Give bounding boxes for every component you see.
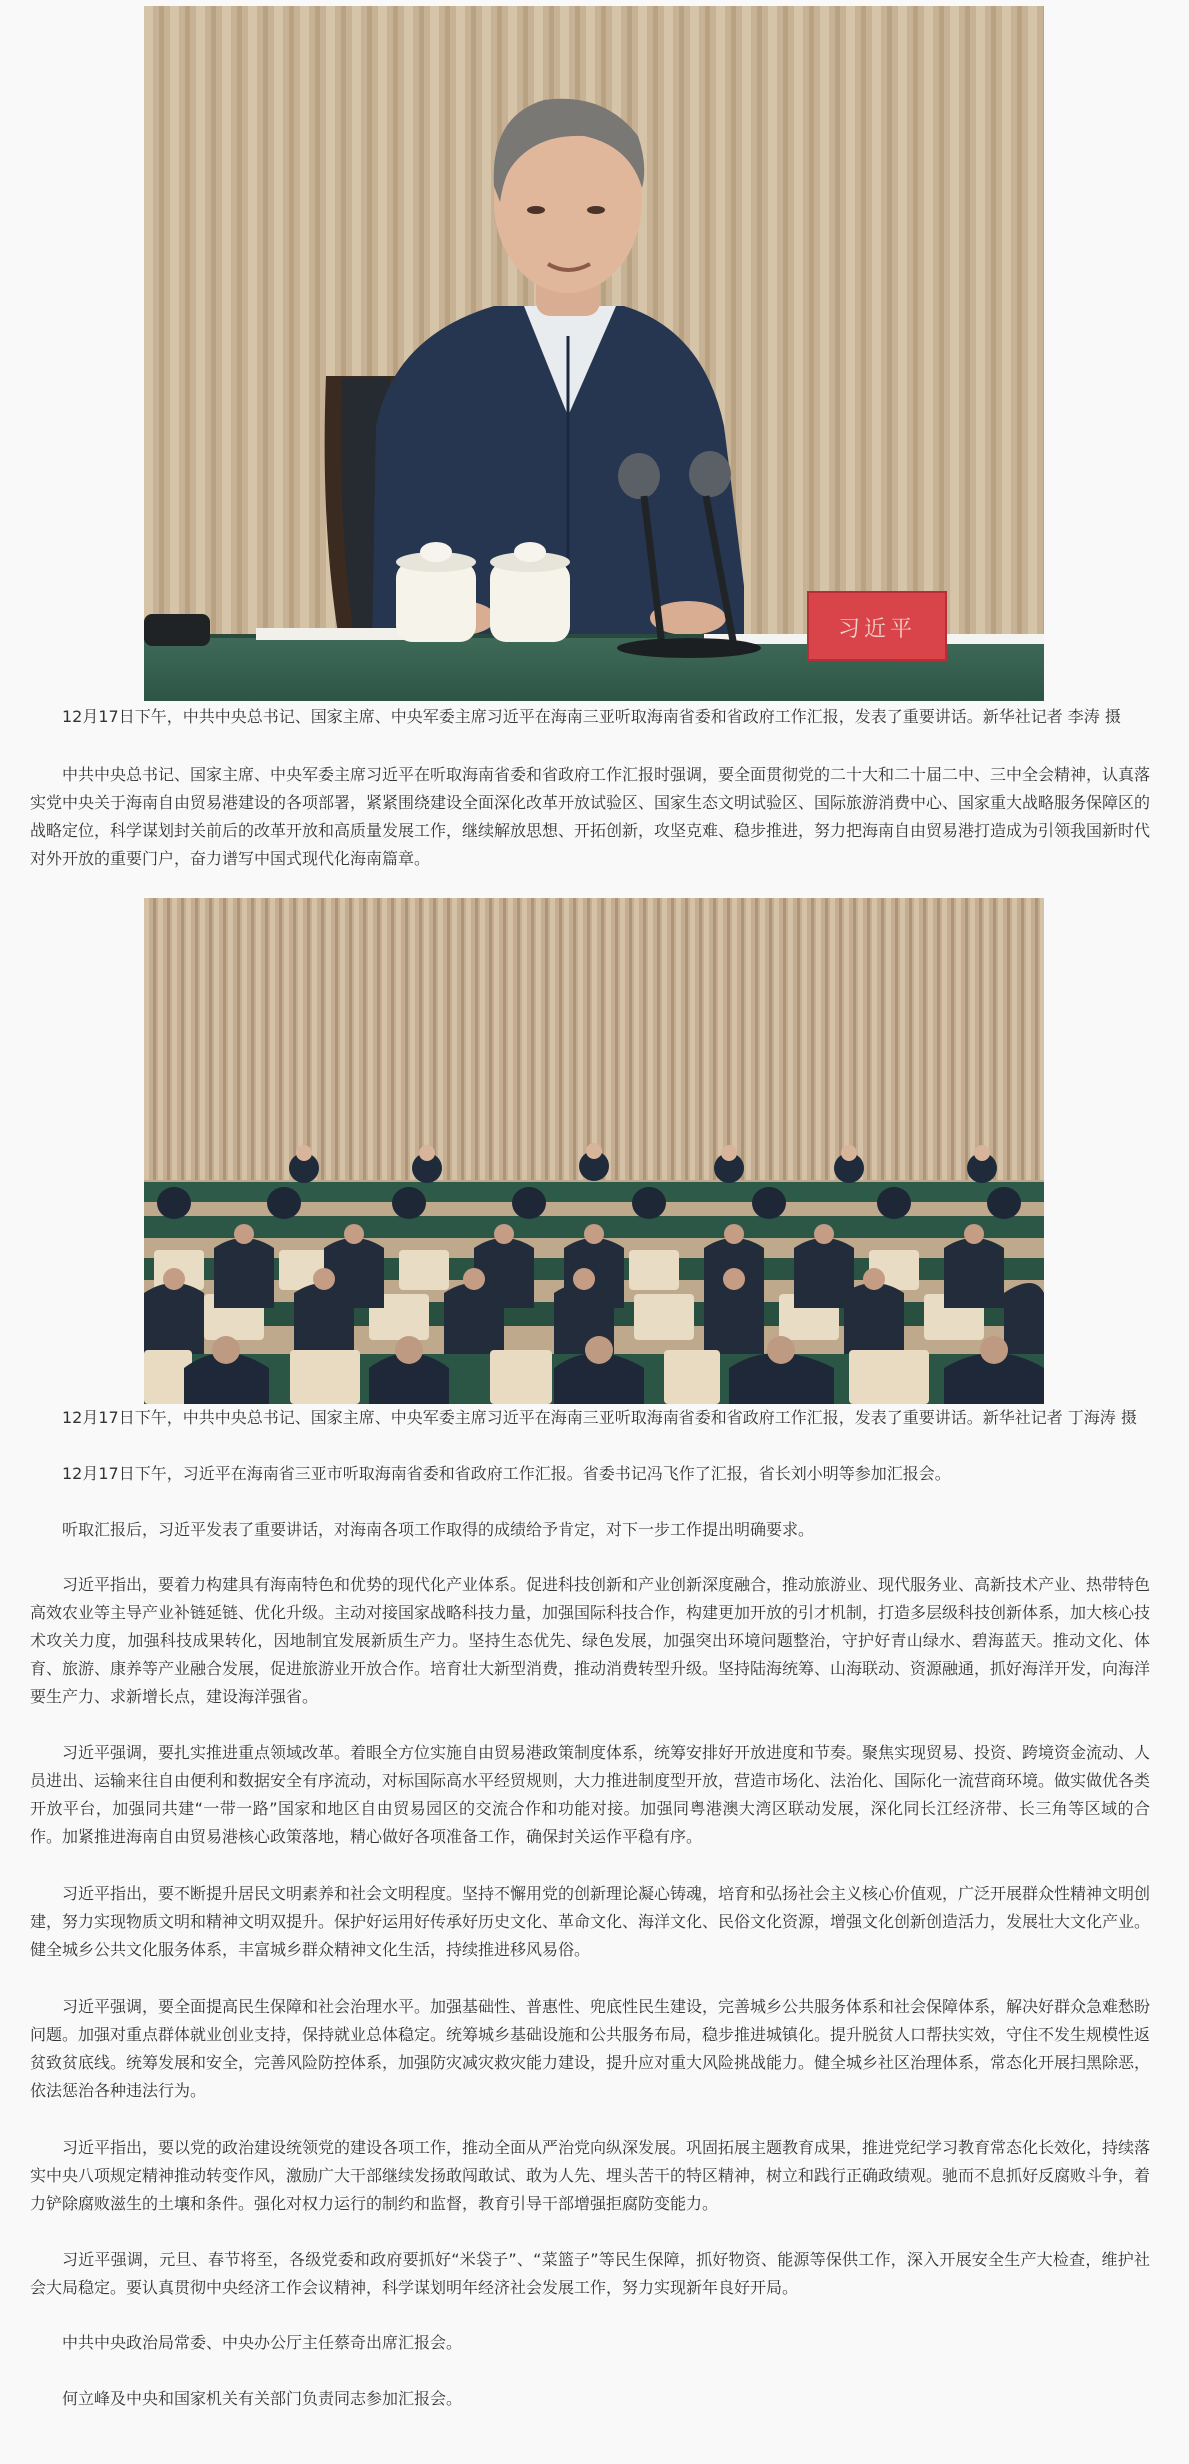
article-paragraph: 习近平指出，要以党的政治建设统领党的建设各项工作，推动全面从严治党向纵深发展。巩固拓展主题教育成果，推进党纪学习教育常态化长效化，持续落实中央八项规定精神推动转变作风，激励广大干部继续发扬敢闯敢试、敢为人先、埋头苦干的特区精神，树立和践行正确政绩观。驰而不息抓好反腐败斗争，着力铲除腐败滋生的土壤和条件。强化对权力运行的制约和监督，教育引导干部增强拒腐防变能力。 xyxy=(30,2138,1151,2213)
article-paragraph: 习近平强调，要全面提高民生保障和社会治理水平。加强基础性、普惠性、兜底性民生建设，完善城乡公共服务体系和社会保障体系，解决好群众急难愁盼问题。加强对重点群体就业创业支持，保持就业总体稳定。统筹城乡基础设施和公共服务布局，稳步推进城镇化。提升脱贫人口帮扶实效，守住不发生规模性返贫致贫底线。统筹发展和安全，完善风险防控体系，加强防灾减灾救灾能力建设，提升应对重大风险挑战能力。健全城乡社区治理体系，常态化开展扫黑除恶，依法惩治各种违法行为。 xyxy=(30,1997,1151,2100)
nameplate-text: 习近平 xyxy=(837,617,917,642)
article-paragraph: 何立峰及中央和国家机关有关部门负责同志参加汇报会。 xyxy=(62,2389,463,2408)
photo-caption: 12月17日下午，中共中央总书记、国家主席、中央军委主席习近平在海南三亚听取海南省委和省政府工作汇报，发表了重要讲话。新华社记者 李涛 摄 xyxy=(62,707,1121,726)
meeting-hall-photo xyxy=(144,898,1044,1404)
article-paragraph: 习近平强调，要扎实推进重点领域改革。着眼全方位实施自由贸易港政策制度体系，统筹安排好开放进度和节奏。聚焦实现贸易、投资、跨境资金流动、人员进出、运输来往自由便利和数据安全有序流动，对标国际高水平经贸规则，大力推进制度型开放，营造市场化、法治化、国际化一流营商环境。做实做优各类开放平台，加强同共建“一带一路”国家和地区自由贸易园区的交流合作和功能对接。加强同粤港澳大湾区联动发展，深化同长江经济带、长三角等区域的合作。加紧推进海南自由贸易港核心政策落地，精心做好各项准备工作，确保封关运作平稳有序。 xyxy=(30,1743,1151,1846)
article-paragraph: 习近平指出，要不断提升居民文明素养和社会文明程度。坚持不懈用党的创新理论凝心铸魂，培育和弘扬社会主义核心价值观，广泛开展群众性精神文明创建，努力实现物质文明和精神文明双提升。保护好运用好传承好历史文化、革命文化、海洋文化、民俗文化资源，增强文化创新创造活力，发展壮大文化产业。健全城乡公共文化服务体系，丰富城乡群众精神文化生活，持续推进移风易俗。 xyxy=(30,1884,1151,1959)
article-paragraph: 12月17日下午，习近平在海南省三亚市听取海南省委和省政府工作汇报。省委书记冯飞作了汇报，省长刘小明等参加汇报会。 xyxy=(62,1464,951,1483)
article-paragraph: 习近平指出，要着力构建具有海南特色和优势的现代化产业体系。促进科技创新和产业创新深度融合，推动旅游业、现代服务业、高新技术产业、热带特色高效农业等主导产业补链延链、优化升级。主动对接国家战略科技力量，加强国际科技合作，构建更加开放的引才机制，打造多层级科技创新体系，加大核心技术攻关力度，加强科技成果转化，因地制宜发展新质生产力。坚持生态优先、绿色发展，加强突出环境问题整治，守护好青山绿水、碧海蓝天。推动文化、体育、旅游、康养等产业融合发展，促进旅游业开放合作。培育壮大新型消费，推动消费转型升级。坚持陆海统筹、山海联动、资源融通，抓好海洋开发，向海洋要生产力、求新增长点，建设海洋强省。 xyxy=(30,1575,1151,1706)
article-paragraph: 听取汇报后，习近平发表了重要讲话，对海南各项工作取得的成绩给予肯定，对下一步工作提出明确要求。 xyxy=(62,1520,815,1539)
speech-photo xyxy=(144,6,1044,701)
speech-photo-illustration xyxy=(144,6,1044,701)
article-paragraph: 习近平强调，元旦、春节将至，各级党委和政府要抓好“米袋子”、“菜篮子”等民生保障，抓好物资、能源等保供工作，深入开展安全生产大检查，维护社会大局稳定。要认真贯彻中央经济工作会议精神，科学谋划明年经济社会发展工作，努力实现新年良好开局。 xyxy=(30,2250,1150,2297)
meeting-hall-photo-illustration xyxy=(144,898,1044,1404)
article-paragraph: 中共中央政治局常委、中央办公厅主任蔡奇出席汇报会。 xyxy=(62,2333,463,2352)
photo-caption: 12月17日下午，中共中央总书记、国家主席、中央军委主席习近平在海南三亚听取海南省委和省政府工作汇报，发表了重要讲话。新华社记者 丁海涛 摄 xyxy=(62,1408,1137,1427)
article-paragraph: 中共中央总书记、国家主席、中央军委主席习近平在听取海南省委和省政府工作汇报时强调，要全面贯彻党的二十大和二十届二中、三中全会精神，认真落实党中央关于海南自由贸易港建设的各项部署，紧紧围绕建设全面深化改革开放试验区、国家生态文明试验区、国际旅游消费中心、国家重大战略服务保障区的战略定位，科学谋划封关前后的改革开放和高质量发展工作，继续解放思想、开拓创新，攻坚克难、稳步推进，努力把海南自由贸易港打造成为引领我国新时代对外开放的重要门户，奋力谱写中国式现代化海南篇章。 xyxy=(30,765,1151,868)
